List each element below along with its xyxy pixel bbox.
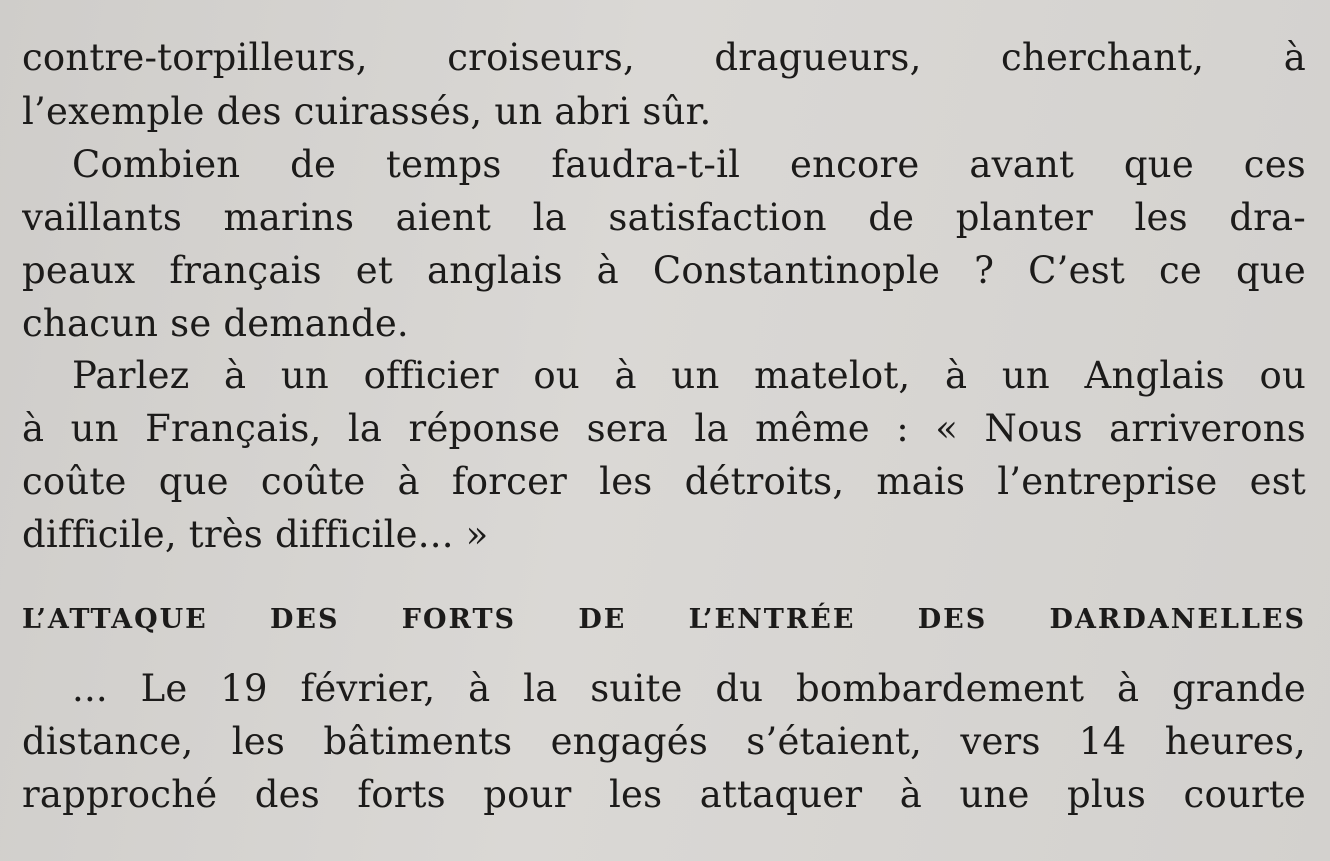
text-line: difficile, très difficile... » xyxy=(22,513,489,556)
paragraph-first-line: Combien de temps faudra-t-il encore avant que ces xyxy=(72,143,1306,186)
paragraph-first-line: Parlez à un officier ou à un matelot, à un Anglais ou xyxy=(72,354,1306,397)
text-line: chacun se demande. xyxy=(22,302,409,345)
text-line: rapproché des forts pour les attaquer à une plus courte xyxy=(22,773,1306,816)
text-line: vaillants marins aient la satisfaction de planter les dra- xyxy=(22,196,1306,239)
text-line: peaux français et anglais à Constantinople ? C’est ce que xyxy=(22,249,1306,292)
text-line: distance, les bâtiments engagés s’étaient, vers 14 heures, xyxy=(22,720,1306,763)
text-line: l’exemple des cuirassés, un abri sûr. xyxy=(22,90,712,133)
text-line: coûte que coûte à forcer les détroits, mais l’entreprise est xyxy=(22,460,1306,503)
text-line: à un Français, la réponse sera la même : « Nous arriverons xyxy=(22,407,1306,450)
section-heading: L’ATTAQUE DES FORTS DE L’ENTRÉE DES DARDANELLES xyxy=(22,604,1306,635)
text-line: contre-torpilleurs, croiseurs, dragueurs, cherchant, à xyxy=(22,36,1306,79)
paragraph-first-line: ... Le 19 février, à la suite du bombardement à grande xyxy=(72,667,1306,710)
